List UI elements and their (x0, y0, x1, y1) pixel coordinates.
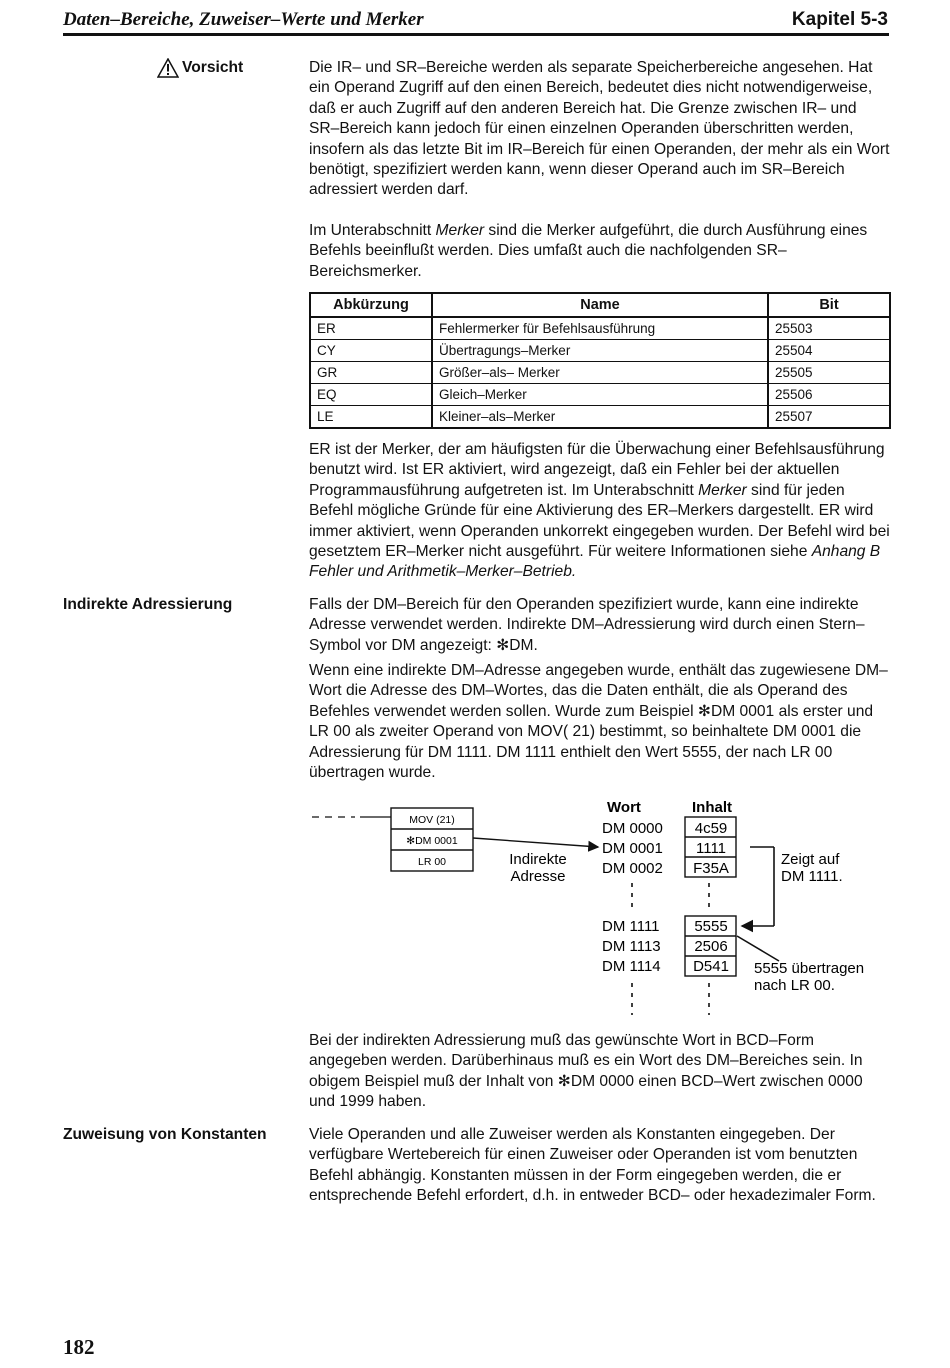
indirect-arrow (473, 838, 598, 847)
table-cell: Größer–als– Merker (432, 362, 768, 384)
merker-intro-after: sind die Merker aufgeführt, die durch Ausführung eines Befehls beeinflußt werden. Dies umfaßt auch die nachfolgenden SR–Bereichsmerker. (309, 222, 868, 280)
word-dm0002: DM 0002 (602, 860, 663, 877)
col-word-header: Wort (607, 799, 641, 816)
table-cell: 25507 (768, 406, 890, 429)
table-cell: Fehlermerker für Befehlsausführung (432, 317, 768, 340)
caution-text: Die IR– und SR–Bereiche werden als separate Speicherbereiche angesehen. Hat ein Operand Zugriff auf den einen Bereich, bedeutet dies nicht notwendigerweise, daß er auch Zugriff auf den anderen Bereich hat. Die Grenze zwischen IR– und SR–Bereich kann jedoch für einen einzelnen Operanden überschritten werden, insofern als das letzte Bit im IR–Bereich für einen Operanden, der mehr als ein Wort benötigt, spezifiziert werden kann, wenn dieser Operand auch im SR–Bereich adressiert werden darf. (309, 59, 890, 199)
page-number: 182 (63, 1335, 95, 1359)
table-header-row (310, 293, 890, 317)
constants-heading: Zuweisung von Konstanten (63, 1126, 267, 1143)
caution-label-text: Vorsicht (182, 59, 244, 76)
flags-table (309, 292, 891, 429)
table-cell: GR (310, 362, 432, 384)
table-row (310, 317, 890, 340)
transfer-line (737, 936, 779, 961)
word-dm0001: DM 0001 (602, 840, 663, 857)
word-dm1113: DM 1113 (602, 938, 661, 955)
caution-label (157, 58, 243, 78)
table-cell: 25505 (768, 362, 890, 384)
table-header-bit: Bit (768, 293, 890, 317)
table-cell: Gleich–Merker (432, 384, 768, 406)
table-cell: CY (310, 340, 432, 362)
table-cell: LE (310, 406, 432, 429)
content-1111: 1111 (695, 840, 727, 857)
content-2506: 2506 (694, 938, 728, 955)
merker-intro-before: Im Unterabschnitt (309, 222, 436, 239)
table-cell: ER (310, 317, 432, 340)
word-dm0000: DM 0000 (602, 820, 663, 837)
indirect-heading: Indirekte Adressierung (63, 596, 233, 613)
instruction-operand1: ✻DM 0001 (406, 835, 458, 847)
table-cell: Kleiner–als–Merker (432, 406, 768, 429)
content-4c59: 4c59 (694, 820, 728, 837)
indirect-para2: Wenn eine indirekte DM–Adresse angegeben wurde, enthält das zugewiesene DM–Wort die Adresse des DM–Wortes, das die Daten enthält, die als Operand des Befehles verwendet werden sollen. Wurde zum Beispiel ✻DM 0001 als erster und LR 00 als zweiter Operand von MOV( 21) bestimmt, so beinhaltete DM 0001 die Adressierung für DM 1111. DM 1111 enthielt den Wert 5555, der nach LR 00 übertragen wurde. (309, 662, 888, 782)
content-d541: D541 (693, 958, 729, 975)
table-row (310, 406, 890, 429)
table-cell: 25506 (768, 384, 890, 406)
note-points-2: DM 1111. (781, 868, 843, 885)
table-cell: 25503 (768, 317, 890, 340)
table-header-abbr: Abkürzung (310, 293, 432, 317)
table-cell: 25504 (768, 340, 890, 362)
er-emphasis2: Anhang B Fehler und Arithmetik–Merker–Betrieb. (309, 543, 881, 581)
content-f35a: F35A (693, 860, 729, 877)
table-row (310, 384, 890, 406)
merker-intro-emphasis: Merker (435, 222, 485, 239)
merker-intro (309, 221, 891, 282)
table-cell: Übertragungs–Merker (432, 340, 768, 362)
table-cell: EQ (310, 384, 432, 406)
label-indirect-1: Indirekte (509, 851, 567, 868)
constants-text: Viele Operanden und alle Zuweiser werden als Konstanten eingegeben. Der verfügbare Wertebereich für einen Zuweiser oder Operanden ist vom benutzten Befehl abhängig. Konstanten müssen in der Form eingegeben werden, die er entsprechende Befehl erfordert, d.h. in entweder BCD– oder hexadezimaler Form. (309, 1126, 876, 1205)
chapter-label: Kapitel 5-3 (791, 9, 888, 30)
indirect-para3: Bei der indirekten Adressierung muß das gewünschte Wort in BCD–Form angegeben werden. Darüberhinaus muß es ein Wort des DM–Bereiches sein. In obigem Beispiel muß der Inhalt von ✻DM 0000 einen BCD–Wert zwischen 0000 und 1999 haben. (309, 1032, 863, 1111)
indirect-para1: Falls der DM–Bereich für den Operanden spezifiziert wurde, kann eine indirekte Adresse verwendet werden. Indirekte DM–Adressierung wird durch einen Stern–Symbol vor DM angezeigt: ✻DM. (309, 596, 865, 654)
table-row (310, 340, 890, 362)
col-content-header: Inhalt (692, 799, 732, 816)
warning-triangle-icon (157, 58, 179, 78)
note-transfer-1: 5555 übertragen (754, 960, 865, 977)
content-5555: 5555 (694, 918, 728, 935)
indirect-addressing-diagram (300, 795, 900, 1020)
section-title: Daten–Bereiche, Zuweiser–Werte und Merker (63, 9, 424, 30)
header-rule (63, 33, 889, 36)
note-points-1: Zeigt auf (781, 851, 840, 868)
table-row (310, 362, 890, 384)
er-part1: ER ist der Merker, der am häufigsten für die Überwachung einer Befehlsausführung benutzt wird. Ist ER aktiviert, wird angezeigt, daß ein Fehler bei der aktuellen Programmausführung aufgetreten ist. Im Unterabschnitt (309, 441, 885, 499)
er-part2: sind für jeden Befehl mögliche Gründe für eine Aktivierung des ER–Merkers dargestellt. ER wird immer aktiviert, wenn Operanden unkorrekt eingegeben wurden. Der Befehl wird bei gesetztem ER–Merker nicht ausgeführt. Für weitere Informationen siehe (309, 481, 890, 561)
instruction-operand2: LR 00 (417, 856, 447, 868)
instruction-mov: MOV (21) (409, 814, 455, 826)
label-indirect-2: Adresse (510, 868, 566, 885)
table-header-name: Name (432, 293, 768, 317)
er-paragraph (309, 440, 891, 583)
note-transfer-2: nach LR 00. (754, 977, 835, 994)
er-emphasis1: Merker (698, 481, 747, 499)
word-dm1111: DM 1111 (602, 918, 660, 935)
word-dm1114: DM 1114 (602, 958, 661, 975)
